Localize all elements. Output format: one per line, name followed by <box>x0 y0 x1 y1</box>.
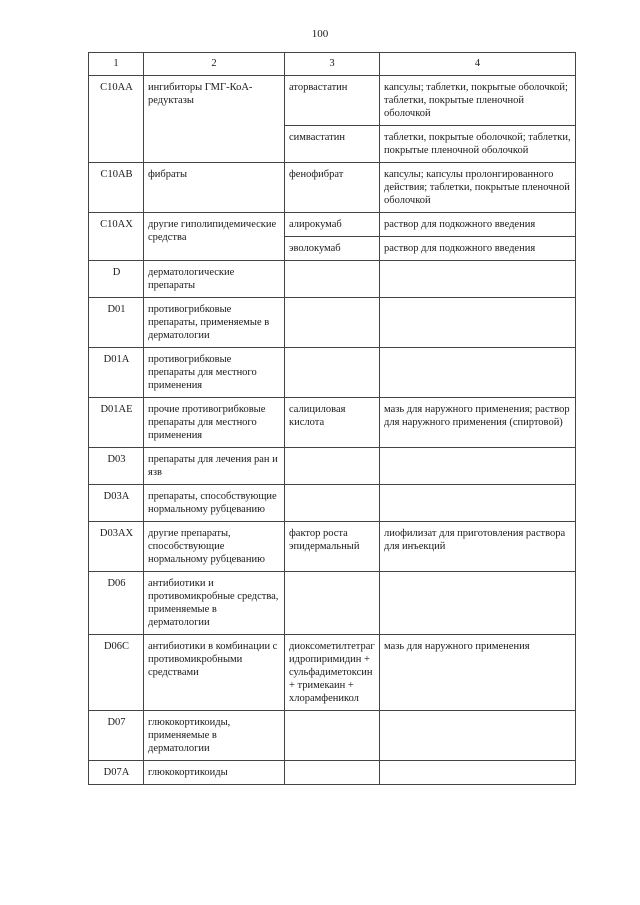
drug-name-cell <box>285 261 380 298</box>
dosage-form-cell: таблетки, покрытые оболочкой; таблетки, покрытые пленочной оболочкой <box>380 126 576 163</box>
drug-name-cell: симвастатин <box>285 126 380 163</box>
atc-code-cell: D07 <box>89 711 144 761</box>
group-name-cell: антибиотики и противомикробные средства, применяемые в дерматологии <box>144 572 285 635</box>
drug-name-cell: фенофибрат <box>285 163 380 213</box>
dosage-form-cell: раствор для подкожного введения <box>380 237 576 261</box>
dosage-form-cell: капсулы; таблетки, покрытые оболочкой; таблетки, покрытые пленочной оболочкой <box>380 76 576 126</box>
page-number: 100 <box>311 28 329 40</box>
atc-code-cell: D06C <box>89 635 144 711</box>
drug-name-cell: фактор роста эпидермальный <box>285 522 380 572</box>
dosage-form-cell <box>380 448 576 485</box>
group-name-cell: глюкокортикоиды, применяемые в дерматологии <box>144 711 285 761</box>
atc-code-cell: D01 <box>89 298 144 348</box>
header-col-2: 2 <box>144 53 285 76</box>
group-name-cell: другие препараты, способствующие нормальному рубцеванию <box>144 522 285 572</box>
group-name-cell: противогрибковые препараты, применяемые в дерматологии <box>144 298 285 348</box>
atc-code-cell: D01A <box>89 348 144 398</box>
group-name-cell: препараты для лечения ран и язв <box>144 448 285 485</box>
dosage-form-cell <box>380 761 576 785</box>
dosage-form-cell <box>380 261 576 298</box>
atc-code-cell: D06 <box>89 572 144 635</box>
table-row <box>89 261 576 298</box>
dosage-form-cell: капсулы; капсулы пролонгированного действия; таблетки, покрытые пленочной оболочкой <box>380 163 576 213</box>
table-row <box>89 163 576 213</box>
table-row <box>89 76 576 126</box>
group-name-cell: другие гиполипидемические средства <box>144 213 285 261</box>
drug-name-cell: диоксометилтетрагидропиримидин + сульфадиметоксин + тримекаин + хлорамфеникол <box>285 635 380 711</box>
dosage-form-cell: мазь для наружного применения <box>380 635 576 711</box>
drug-name-cell: алирокумаб <box>285 213 380 237</box>
dosage-form-cell <box>380 485 576 522</box>
drug-name-cell <box>285 448 380 485</box>
table-row <box>89 213 576 237</box>
drug-name-cell: аторвастатин <box>285 76 380 126</box>
dosage-form-cell <box>380 711 576 761</box>
table-row <box>89 398 576 448</box>
table-row <box>89 761 576 785</box>
atc-code-cell: D07A <box>89 761 144 785</box>
atc-code-cell: C10AX <box>89 213 144 261</box>
group-name-cell: ингибиторы ГМГ-КоА-редуктазы <box>144 76 285 163</box>
drug-classification-table <box>88 52 576 785</box>
atc-code-cell: D03 <box>89 448 144 485</box>
group-name-cell: фибраты <box>144 163 285 213</box>
atc-code-cell: D03A <box>89 485 144 522</box>
drug-name-cell: эволокумаб <box>285 237 380 261</box>
drug-name-cell <box>285 298 380 348</box>
atc-code-cell: C10AB <box>89 163 144 213</box>
table-row <box>89 298 576 348</box>
drug-name-cell: салициловая кислота <box>285 398 380 448</box>
group-name-cell: противогрибковые препараты для местного применения <box>144 348 285 398</box>
atc-code-cell: D01AE <box>89 398 144 448</box>
drug-name-cell <box>285 348 380 398</box>
header-col-3: 3 <box>285 53 380 76</box>
group-name-cell: дерматологические препараты <box>144 261 285 298</box>
table-row <box>89 711 576 761</box>
dosage-form-cell: мазь для наружного применения; раствор для наружного применения (спиртовой) <box>380 398 576 448</box>
table-row <box>89 522 576 572</box>
atc-code-cell: D <box>89 261 144 298</box>
drug-name-cell <box>285 572 380 635</box>
table-row <box>89 635 576 711</box>
group-name-cell: прочие противогрибковые препараты для местного применения <box>144 398 285 448</box>
dosage-form-cell: лиофилизат для приготовления раствора для инъекций <box>380 522 576 572</box>
dosage-form-cell: раствор для подкожного введения <box>380 213 576 237</box>
atc-code-cell: C10AA <box>89 76 144 163</box>
drug-name-cell <box>285 485 380 522</box>
table-row <box>89 572 576 635</box>
dosage-form-cell <box>380 298 576 348</box>
dosage-form-cell <box>380 348 576 398</box>
header-col-4: 4 <box>380 53 576 76</box>
table-row <box>89 485 576 522</box>
atc-code-cell: D03AX <box>89 522 144 572</box>
drug-name-cell <box>285 711 380 761</box>
header-col-1: 1 <box>89 53 144 76</box>
table-row <box>89 348 576 398</box>
group-name-cell: глюкокортикоиды <box>144 761 285 785</box>
group-name-cell: препараты, способствующие нормальному рубцеванию <box>144 485 285 522</box>
table-header-row <box>89 53 576 76</box>
dosage-form-cell <box>380 572 576 635</box>
group-name-cell: антибиотики в комбинации с противомикробными средствами <box>144 635 285 711</box>
table-row <box>89 448 576 485</box>
drug-name-cell <box>285 761 380 785</box>
